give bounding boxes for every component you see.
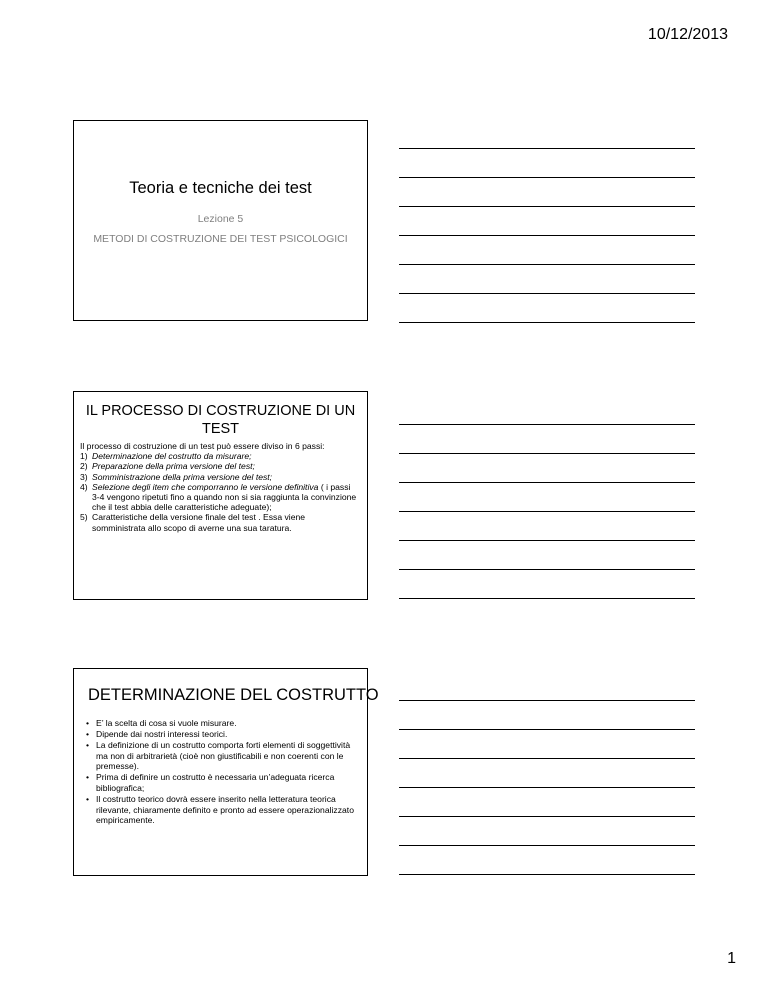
item-number: 3) xyxy=(80,471,88,482)
note-line xyxy=(399,511,695,512)
item-text: Selezione degli item che comporranno le versione definitiva xyxy=(92,481,319,492)
list-item xyxy=(80,461,357,471)
bullet-text: Prima di definire un costrutto è necessaria un’adeguata ricerca bibliografica; xyxy=(96,772,335,794)
slide-3 xyxy=(73,668,379,876)
item-number: 5) xyxy=(80,512,88,523)
page-date: 10/12/2013 xyxy=(647,26,728,43)
slide-3-body xyxy=(86,718,359,826)
list-item xyxy=(80,451,357,461)
slide-1-subtitle-topic: METODI DI COSTRUZIONE DEI TEST PSICOLOGICI xyxy=(93,233,348,245)
bullet-text: La definizione di un costrutto comporta forti elementi di soggettività ma non di arbitrarietà (cioè non giustificabili e non coerenti con le premesse). xyxy=(96,740,351,772)
note-line xyxy=(399,482,695,483)
bullet-text: Il costrutto teorico dovrà essere inserito nella letteratura teorica rilevante, chiaramente definito e pronto ad essere operazionalizzato empiricamente. xyxy=(96,794,354,826)
item-number: 2) xyxy=(80,461,88,472)
item-text: Preparazione della prima versione del test; xyxy=(92,461,255,472)
slide-1-subtitle-lesson: Lezione 5 xyxy=(197,213,244,225)
note-line xyxy=(399,816,695,817)
page-number: 1 xyxy=(727,950,736,967)
note-line xyxy=(399,424,695,425)
note-line xyxy=(399,569,695,570)
note-line xyxy=(399,700,695,701)
steps-list xyxy=(80,451,357,533)
slide-3-title: DETERMINAZIONE DEL COSTRUTTO xyxy=(88,686,379,704)
bullet-text: Dipende dai nostri interessi teorici. xyxy=(96,729,228,740)
note-line xyxy=(399,293,695,294)
list-item xyxy=(80,472,357,482)
item-number: 1) xyxy=(80,451,88,462)
note-line xyxy=(399,787,695,788)
bullet-icon: • xyxy=(86,740,90,751)
note-line xyxy=(399,264,695,265)
slide-1 xyxy=(73,120,368,321)
item-text: Somministrazione della prima versione del test; xyxy=(92,471,273,482)
item-text-rest: Caratteristiche della versione finale del test . Essa viene somministrata allo scopo di averne una sua taratura. xyxy=(92,512,306,533)
note-line xyxy=(399,874,695,875)
list-item xyxy=(80,512,357,532)
note-line xyxy=(399,598,695,599)
note-line xyxy=(399,453,695,454)
item-number: 4) xyxy=(80,481,88,492)
note-line xyxy=(399,758,695,759)
note-line xyxy=(399,322,695,323)
list-item xyxy=(86,794,359,826)
list-item xyxy=(86,718,359,729)
bullet-icon: • xyxy=(86,772,90,783)
slide-2 xyxy=(73,391,368,600)
list-item xyxy=(86,740,359,772)
list-item xyxy=(86,772,359,793)
list-item xyxy=(86,729,359,740)
bullet-list xyxy=(86,718,359,826)
note-line xyxy=(399,235,695,236)
note-line xyxy=(399,206,695,207)
list-item xyxy=(80,482,357,513)
slide-2-title: IL PROCESSO DI COSTRUZIONE DI UN TEST xyxy=(85,403,356,437)
note-line xyxy=(399,540,695,541)
note-line xyxy=(399,845,695,846)
bullet-icon: • xyxy=(86,718,90,728)
bullet-icon: • xyxy=(86,794,90,805)
note-line xyxy=(399,177,695,178)
bullet-icon: • xyxy=(86,729,90,740)
slide-2-intro: Il processo di costruzione di un test può essere diviso in 6 passi: xyxy=(80,441,325,451)
note-line xyxy=(399,729,695,730)
bullet-text: E’ la scelta di cosa si vuole misurare. xyxy=(96,718,237,728)
item-text: Determinazione del costrutto da misurare; xyxy=(92,451,252,462)
slide-1-title: Teoria e tecniche dei test xyxy=(129,179,312,197)
item-text-rest: ( i passi 3-4 vengono ripetuti fino a quando non si sia raggiunta la convinzione che il test abbia delle caratteristiche adeguate); xyxy=(92,481,357,513)
note-line xyxy=(399,148,695,149)
slide-2-body xyxy=(80,441,357,533)
